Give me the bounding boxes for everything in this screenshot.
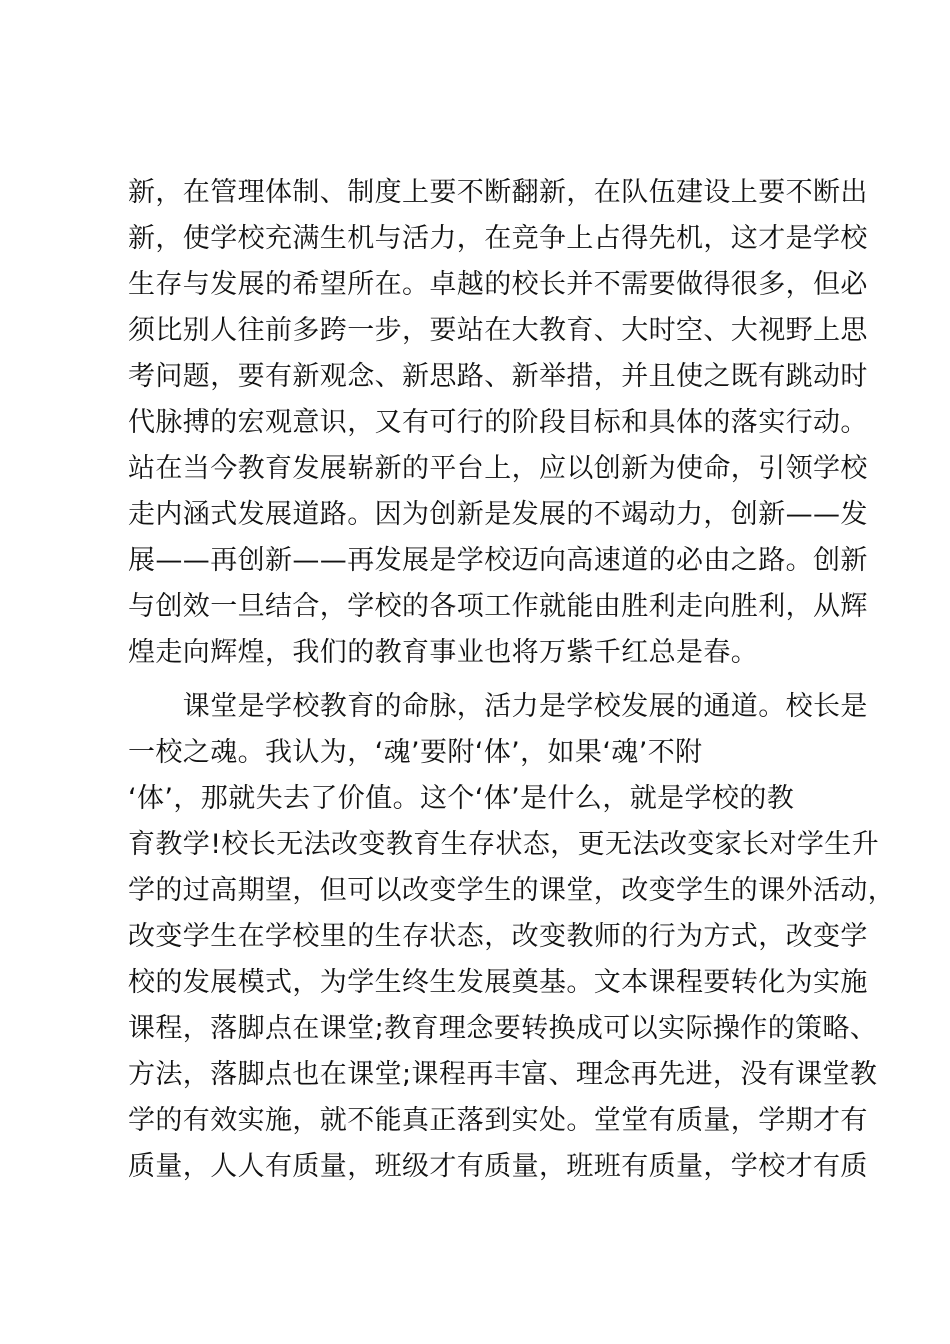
text-line: 考问题，要有新观念、新思路、新举措，并且使之既有跳动时 xyxy=(128,361,868,392)
text-line: 一校之魂。我认为，‘魂’要附‘体’，如果‘魂’不附 xyxy=(128,737,703,768)
text-line: 育教学!校长无法改变教育生存状态，更无法改变家长对学生升 xyxy=(128,829,880,860)
text-line: 改变学生在学校里的生存状态，改变教师的行为方式，改变学 xyxy=(128,921,868,952)
body-text xyxy=(128,170,896,1190)
text-line: 煌走向辉煌，我们的教育事业也将万紫千红总是春。 xyxy=(128,637,759,668)
text-line: 校的发展模式，为学生终生发展奠基。文本课程要转化为实施 xyxy=(128,967,868,998)
text-line: 生存与发展的希望所在。卓越的校长并不需要做得很多，但必 xyxy=(128,269,868,300)
text-line: 代脉搏的宏观意识，又有可行的阶段目标和具体的落实行动。 xyxy=(128,407,868,438)
paragraph-1 xyxy=(128,170,868,676)
text-line: 学的过高期望，但可以改变学生的课堂，改变学生的课外活动， xyxy=(128,875,896,906)
text-line: 方法，落脚点也在课堂;课程再丰富、理念再先进，没有课堂教 xyxy=(128,1059,878,1090)
paragraph-spacer xyxy=(128,676,858,684)
text-line: 课程，落脚点在课堂;教育理念要转换成可以实际操作的策略、 xyxy=(128,1013,878,1044)
text-line: 课堂是学校教育的命脉，活力是学校发展的通道。校长是 xyxy=(128,691,868,722)
text-line: 学的有效实施，就不能真正落到实处。堂堂有质量，学期才有 xyxy=(128,1105,868,1136)
text-line: 走内涵式发展道路。因为创新是发展的不竭动力，创新——发 xyxy=(128,499,868,530)
text-line: ‘体’，那就失去了价值。这个‘体’是什么，就是学校的教 xyxy=(128,783,795,814)
text-line: 新，在管理体制、制度上要不断翻新，在队伍建设上要不断出 xyxy=(128,177,868,208)
text-line: 展——再创新——再发展是学校迈向高速道的必由之路。创新 xyxy=(128,545,868,576)
text-line: 须比别人往前多跨一步，要站在大教育、大时空、大视野上思 xyxy=(128,315,868,346)
paragraph-2 xyxy=(128,684,896,1190)
text-line: 质量，人人有质量，班级才有质量，班班有质量，学校才有质 xyxy=(128,1151,868,1182)
text-line: 与创效一旦结合，学校的各项工作就能由胜利走向胜利，从辉 xyxy=(128,591,868,622)
text-line: 站在当今教育发展崭新的平台上，应以创新为使命，引领学校 xyxy=(128,453,868,484)
text-line: 新，使学校充满生机与活力，在竞争上占得先机，这才是学校 xyxy=(128,223,868,254)
